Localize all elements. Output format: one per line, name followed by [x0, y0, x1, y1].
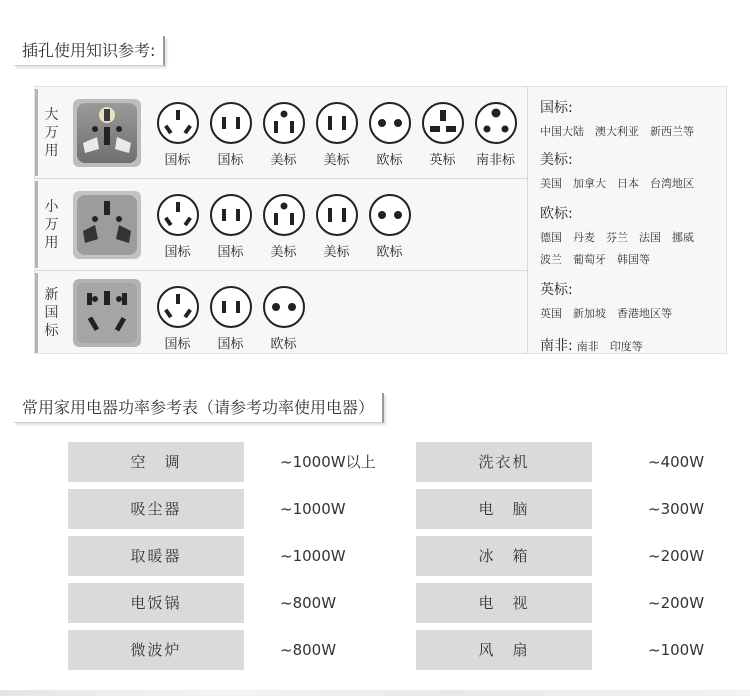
appliance-power: ~800W — [280, 641, 337, 659]
row-label: 新国标 — [35, 273, 65, 353]
row-label: 小万用 — [35, 181, 65, 268]
socket-row-universal-small — [35, 179, 527, 271]
appliance-power: ~300W — [648, 500, 705, 518]
power-row — [68, 442, 748, 482]
socket-ying-3: 英标 — [416, 101, 469, 168]
appliance-name: 电饭锅 — [68, 583, 244, 623]
eu-2pin-socket-icon — [262, 285, 306, 329]
us-3pin-socket-icon — [262, 101, 306, 145]
socket-ou-2: 欧标 — [363, 101, 416, 168]
bottom-divider — [0, 690, 750, 696]
eu-2pin-socket-icon — [368, 193, 412, 237]
appliance-power: ~100W — [648, 641, 705, 659]
us-3pin-socket-icon — [262, 193, 306, 237]
socket-guo-2: 国标 — [204, 285, 257, 352]
socket-row-universal-large — [35, 87, 527, 179]
socket-mei-3: 美标 — [257, 193, 310, 260]
socket-list — [151, 193, 416, 260]
appliance-name: 洗衣机 — [416, 442, 592, 482]
uk-3pin-socket-icon — [421, 101, 465, 145]
appliance-power: ~1000W — [280, 500, 346, 518]
us-2pin-socket-icon — [315, 101, 359, 145]
standard-guo: 国标: 中国大陆 澳大利亚 新西兰等 — [540, 100, 694, 138]
socket-row-new-national — [35, 271, 527, 355]
socket-mei-3: 美标 — [257, 101, 310, 168]
appliance-power: ~200W — [648, 547, 705, 565]
socket-guo-2: 国标 — [204, 193, 257, 260]
universal-small-socket-icon — [73, 191, 141, 259]
appliance-power: ~1000W以上 — [280, 453, 376, 471]
china-2pin-socket-icon — [209, 101, 253, 145]
socket-guo-2: 国标 — [204, 101, 257, 168]
power-row — [68, 630, 748, 670]
standards-legend — [527, 87, 726, 353]
new-national-socket-icon — [73, 279, 141, 347]
appliance-name: 电 脑 — [416, 489, 592, 529]
appliance-power: ~200W — [648, 594, 705, 612]
socket-guo-3: 国标 — [151, 101, 204, 168]
appliance-name: 吸尘器 — [68, 489, 244, 529]
china-3pin-socket-icon — [156, 193, 200, 237]
standard-nanfei: 南非: 南非 印度等 — [540, 338, 643, 354]
appliance-power: ~1000W — [280, 547, 346, 565]
socket-nanfei-3: 南非标 — [469, 101, 522, 168]
socket-list — [151, 285, 310, 352]
appliance-name: 空 调 — [68, 442, 244, 482]
socket-guo-3: 国标 — [151, 193, 204, 260]
standard-mei: 美标: 美国 加拿大 日本 台湾地区 — [540, 152, 694, 190]
china-3pin-socket-icon — [156, 101, 200, 145]
appliance-name: 微波炉 — [68, 630, 244, 670]
south-africa-3pin-socket-icon — [474, 101, 518, 145]
appliance-name: 风 扇 — [416, 630, 592, 670]
appliance-name: 电 视 — [416, 583, 592, 623]
power-row — [68, 489, 748, 529]
china-2pin-socket-icon — [209, 285, 253, 329]
row-label: 大万用 — [35, 89, 65, 176]
china-3pin-socket-icon — [156, 285, 200, 329]
socket-mei-2: 美标 — [310, 193, 363, 260]
appliance-name: 取暖器 — [68, 536, 244, 576]
appliance-name: 冰 箱 — [416, 536, 592, 576]
socket-section-title: 插孔使用知识参考: — [14, 36, 165, 66]
standard-ying: 英标: 英国 新加坡 香港地区等 — [540, 282, 672, 320]
appliance-power: ~400W — [648, 453, 705, 471]
standard-ou: 欧标: 德国 丹麦 芬兰 法国 挪威 波兰 葡萄牙 韩国等 — [540, 206, 694, 266]
appliance-power: ~800W — [280, 594, 337, 612]
socket-list — [151, 101, 522, 168]
power-section-title: 常用家用电器功率参考表（请参考功率使用电器） — [14, 393, 384, 423]
us-2pin-socket-icon — [315, 193, 359, 237]
socket-reference-table — [34, 86, 727, 354]
socket-ou-2: 欧标 — [257, 285, 310, 352]
power-row — [68, 536, 748, 576]
universal-large-socket-icon — [73, 99, 141, 167]
socket-guo-3: 国标 — [151, 285, 204, 352]
eu-2pin-socket-icon — [368, 101, 412, 145]
socket-mei-2: 美标 — [310, 101, 363, 168]
china-2pin-socket-icon — [209, 193, 253, 237]
power-row — [68, 583, 748, 623]
socket-ou-2: 欧标 — [363, 193, 416, 260]
